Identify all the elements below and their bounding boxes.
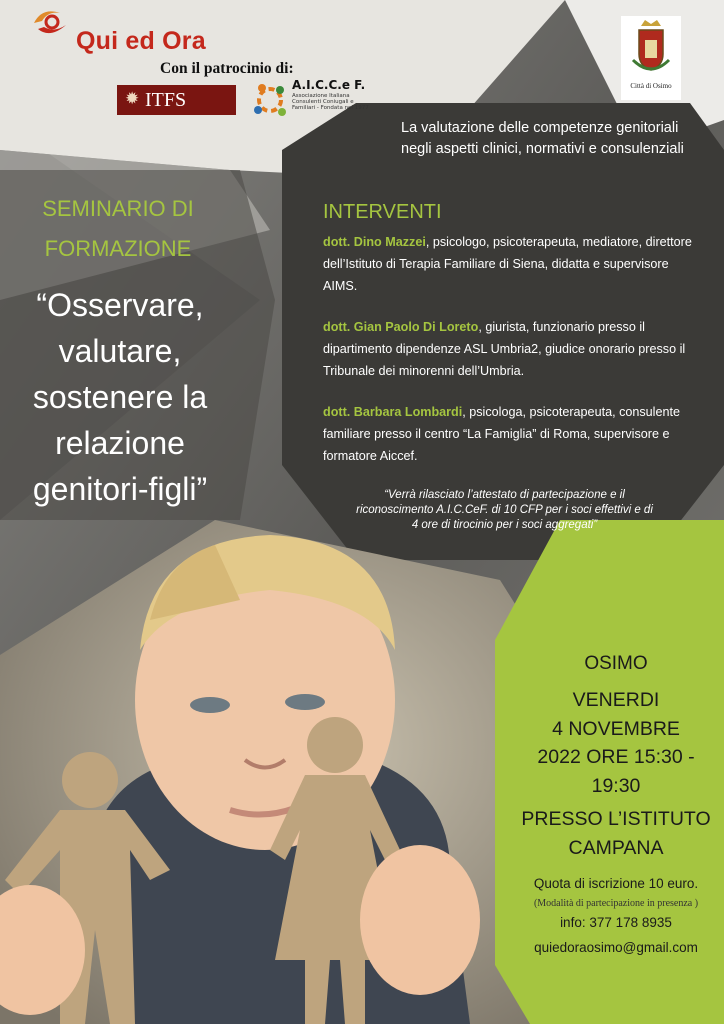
participation-mode: (Modalità di partecipazione in presenza )	[533, 898, 699, 909]
city-label: Città di Osimo	[630, 82, 672, 90]
event-venue-line: CAMPANA	[568, 837, 664, 859]
title-line: valutare,	[58, 333, 182, 369]
aiccef-name: A.I.C.C.e F.	[292, 78, 366, 92]
certificate-note: “Verrà rilasciato l’attestato di partecipazione e il riconoscimento A.I.C.CeF. di 10 CFP per i soci effettivi e di 4 ore di tirocinio per i soci aggregati”	[356, 489, 653, 531]
speaker-bio: , psicologo, psicoterapeuta, mediatore, direttore dell’Istituto di Terapia Familiare di Siena, didatta e supervisore AIMS.	[323, 235, 692, 293]
itfs-star-icon: ✹	[125, 89, 140, 108]
event-venue-line: PRESSO L’ISTITUTO	[521, 808, 711, 830]
speaker-bio: , psicologa, psicoterapeuta, consulente familiare presso il centro “La Famiglia” di Roma, supervisore e formatore Aiccef.	[323, 405, 680, 463]
speaker-name: dott. Gian Paolo Di Loreto	[323, 320, 479, 334]
title-line: relazione	[55, 425, 185, 461]
event-city: OSIMO	[584, 653, 648, 674]
aiccef-figures-icon	[250, 80, 290, 120]
brand-swirl-icon	[28, 5, 78, 45]
event-venue	[496, 805, 724, 863]
seminar-line: SEMINARIO DI	[42, 196, 194, 221]
qui-ed-ora-logo	[28, 3, 228, 61]
seminar-title	[2, 282, 238, 512]
aiccef-subtitle: Associazione Italiana Consulenti Coniugali e Familiari - Fondata nel 1977	[292, 93, 369, 111]
title-line: sostenere la	[32, 379, 208, 415]
speaker-name: dott. Barbara Lombardi	[323, 405, 463, 419]
contact-email[interactable]: quiedoraosimo@gmail.com	[534, 940, 698, 955]
event-date-line: VENERDI	[572, 689, 660, 711]
speaker-bio: , giurista, funzionario presso il dipartimento dipendenze ASL Umbria2, giudice onorario presso il Tribunale dei minorenni dell’Umbria.	[323, 320, 686, 378]
seminar-line: FORMAZIONE	[44, 236, 192, 261]
speaker-entry	[323, 231, 693, 297]
citta-di-osimo-logo	[621, 16, 681, 100]
city-crest-icon	[621, 16, 681, 80]
aiccef-logo	[250, 78, 380, 124]
event-date-line: 2022 ORE 15:30 -	[537, 746, 695, 768]
title-line: genitori-figli”	[32, 471, 208, 507]
seminar-subtitle: La valutazione delle competenze genitoriali negli aspetti clinici, normativi e consulenziali	[401, 120, 684, 157]
registration-fee: Quota di iscrizione 10 euro.	[533, 876, 699, 891]
seminar-label	[14, 189, 222, 269]
itfs-label: ITFS	[145, 88, 187, 111]
speaker-entry	[323, 316, 693, 382]
brand-name: Qui ed Ora	[76, 27, 206, 55]
title-line: “Osservare,	[36, 287, 204, 323]
event-date-line: 19:30	[591, 774, 641, 797]
event-date-line: 4 NOVEMBRE	[552, 717, 680, 740]
event-date	[496, 686, 724, 800]
speaker-name: dott. Dino Mazzei	[323, 235, 426, 249]
itfs-logo	[117, 85, 236, 115]
info-phone: info: 377 178 8935	[560, 915, 672, 930]
interventi-heading: INTERVENTI	[323, 201, 442, 223]
speaker-entry	[323, 401, 693, 467]
patronage-label: Con il patrocinio di:	[160, 60, 294, 77]
